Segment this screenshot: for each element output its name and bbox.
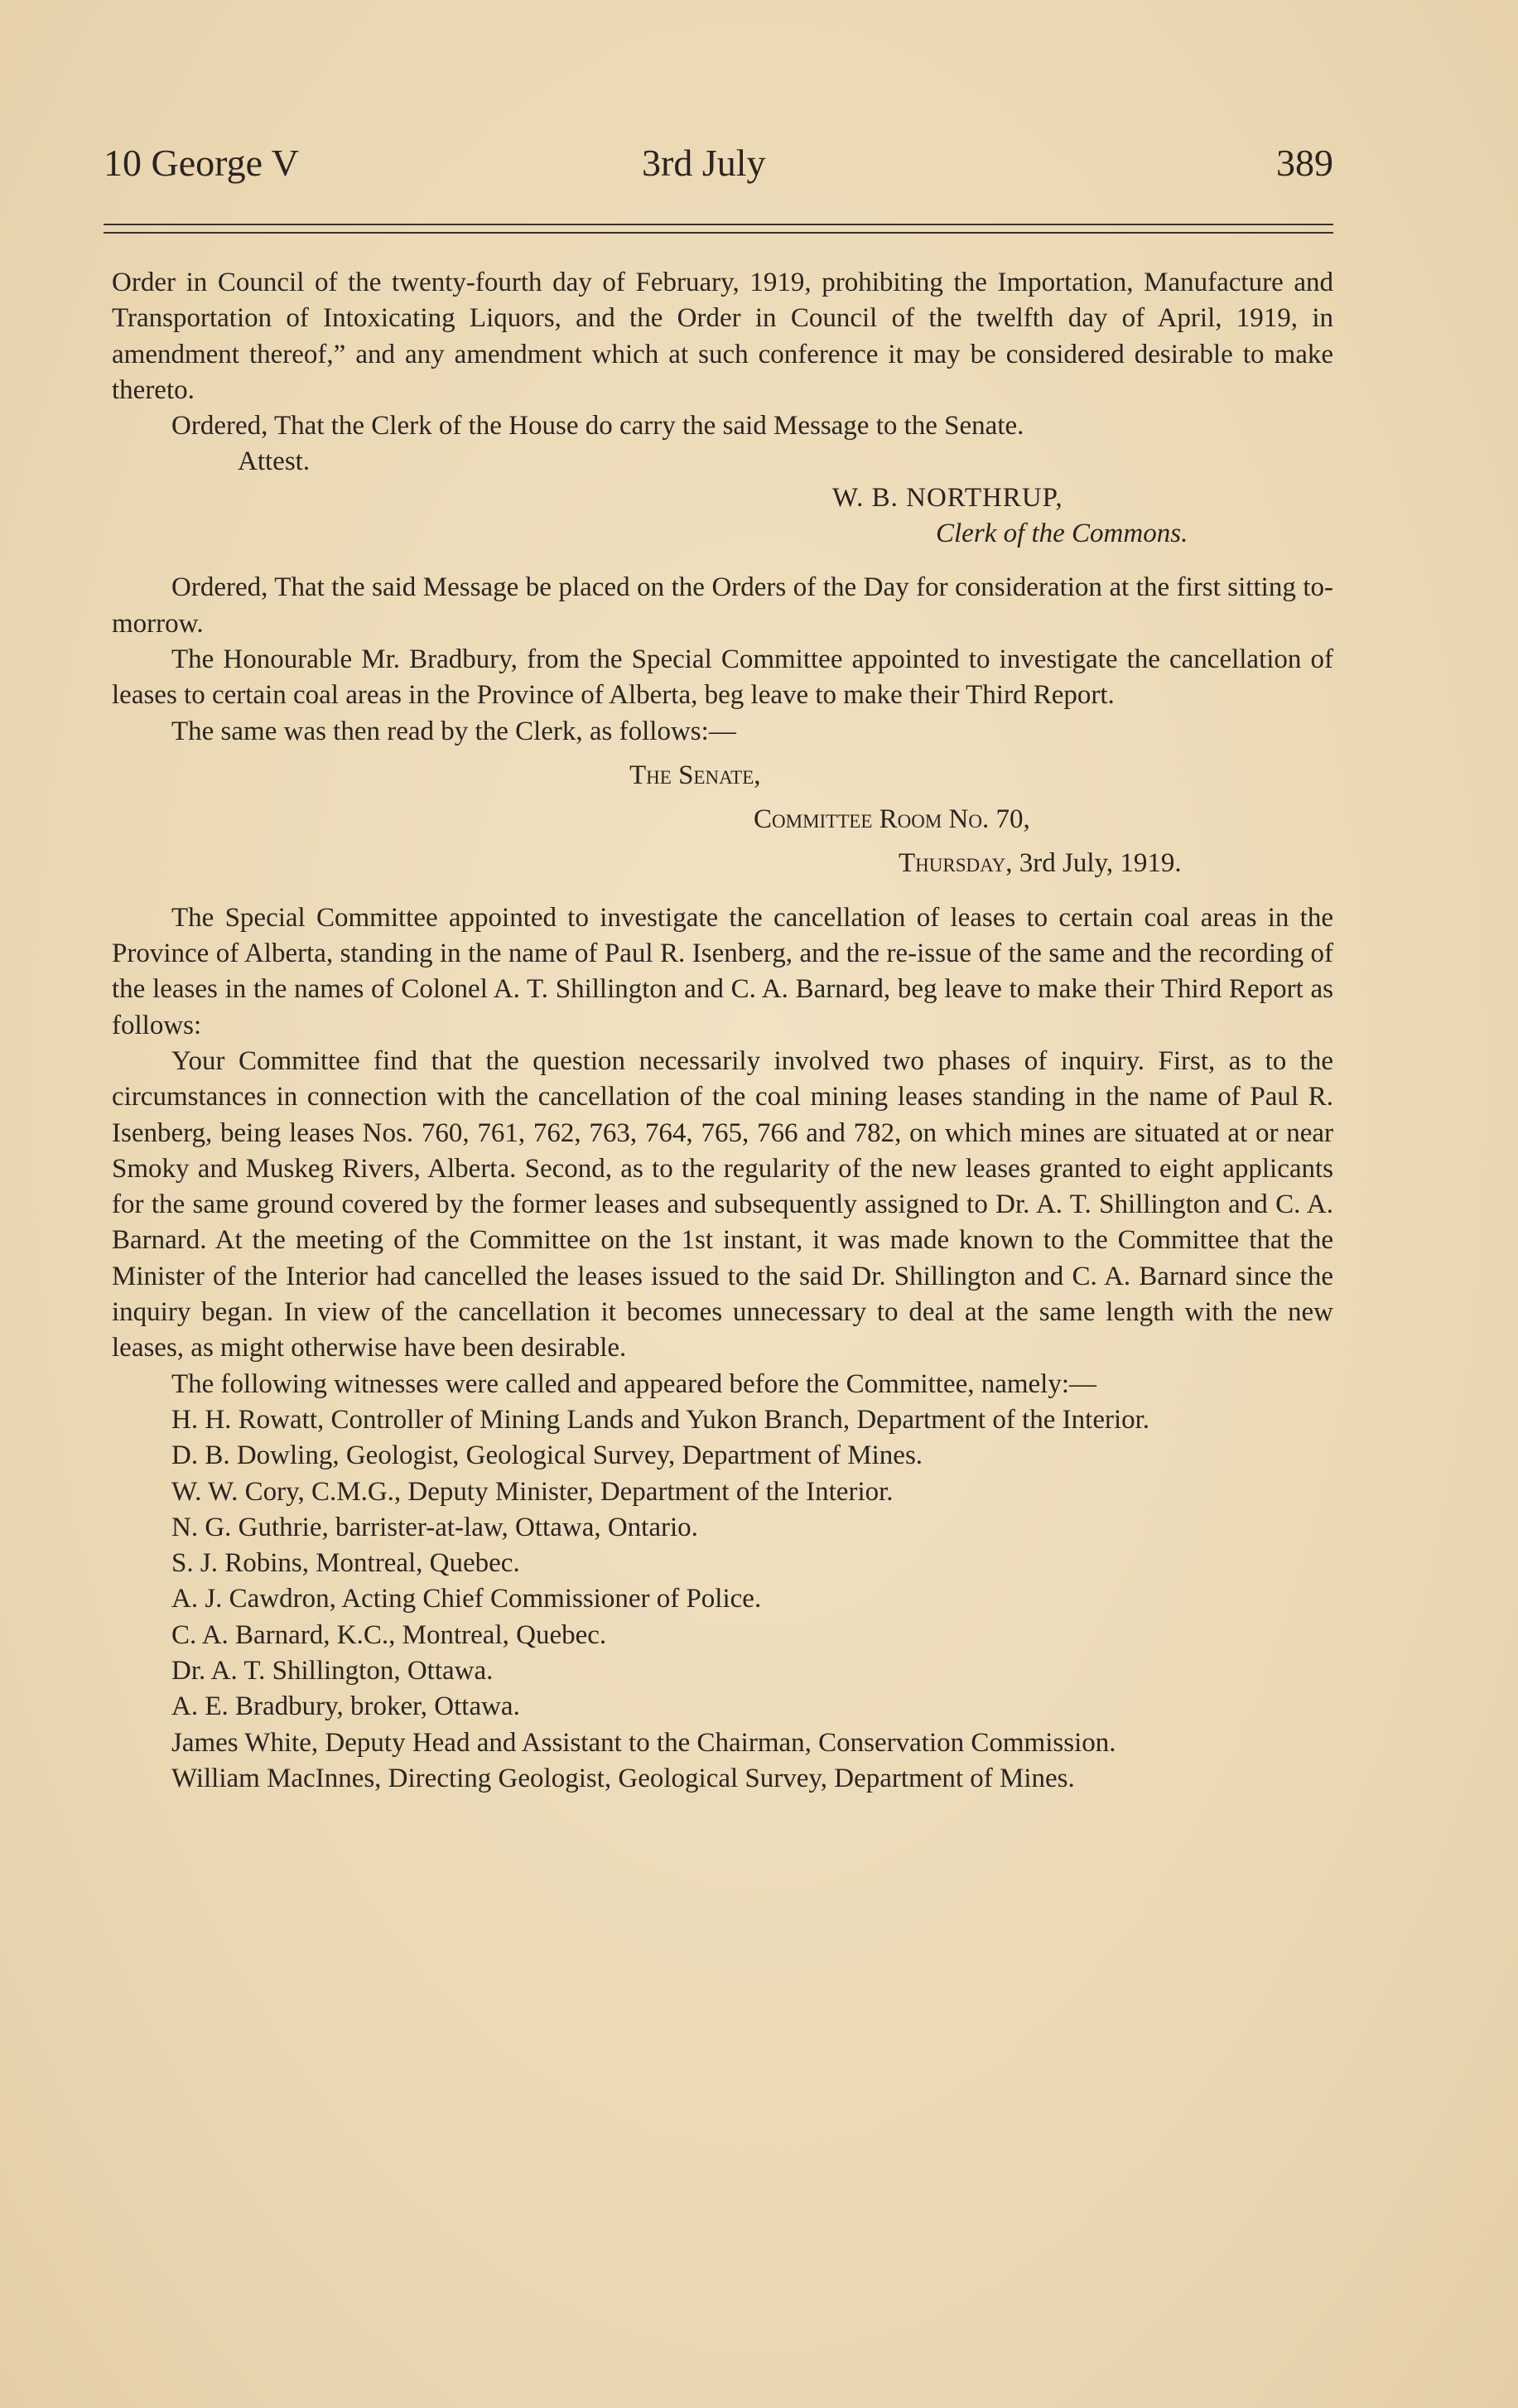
paragraph-special-committee: The Special Committee appointed to investigate the cancellation of leases to certain coal areas in the Province of Alberta, standing in the name of Paul R. Isenberg, and the re-issue of the same and the recording of the leases in the names of Colonel A. T. Shillington and C. A. Barnard, beg leave to make their Third Report as follows: xyxy=(112,902,1333,1040)
paragraph-order-in-council: Order in Council of the twenty-fourth day of February, 1919, prohibiting the Importation, Manufacture and Transportation of Intoxicating Liquors, and the Order in Council of the twelfth day of April, 1919, in amendment thereof,” and any amendment which at such conference it may be considered desirable to make thereto. xyxy=(112,268,1333,405)
witness-item: W. W. Cory, C.M.G., Deputy Minister, Department of the Interior. xyxy=(171,1476,894,1507)
header-rule-bottom xyxy=(104,232,1333,234)
paragraph-two-phases: Your Committee find that the question necessarily involved two phases of inquiry. First, as to the circumstances in connection with the cancellation of the coal mining leases standing in the name of Paul R. Isenberg, being leases Nos. 760, 761, 762, 763, 764, 765, 766 and 782, on which mines are situated at or near Smoky and Muskeg Rivers, Alberta. Second, as to the regularity of the new leases granted to eight applicants for the same ground covered by the former leases and subsequently assigned to Dr. A. T. Shillington and C. A. Barnard. At the meeting of the Committee on the 1st instant, it was made known to the Committee that the Minister of the Interior had cancelled the leases issued to the said Dr. Shillington and C. A. Barnard since the inquiry began. In view of the cancellation it becomes unnecessary to deal at the same length with the new leases, as might otherwise have been desirable. xyxy=(112,1045,1333,1363)
paragraph-bradbury-report: The Honourable Mr. Bradbury, from the Special Committee appointed to investigate the cancellation of leases to certain coal areas in the Province of Alberta, beg leave to make their Third Report. xyxy=(112,644,1333,711)
witness-item: A. J. Cawdron, Acting Chief Commissioner of Police. xyxy=(171,1584,762,1614)
page-body xyxy=(112,265,1333,1797)
witness-item: William MacInnes, Directing Geologist, Geological Survey, Department of Mines. xyxy=(171,1763,1075,1793)
witness-item: C. A. Barnard, K.C., Montreal, Quebec. xyxy=(171,1619,607,1650)
witness-item: A. E. Bradbury, broker, Ottawa. xyxy=(171,1691,520,1722)
paragraph-witnesses-intro: The following witnesses were called and appeared before the Committee, namely:— xyxy=(171,1368,1097,1399)
attest-line: Attest. xyxy=(238,446,311,477)
witness-item: James White, Deputy Head and Assistant to the Chairman, Conservation Commission. xyxy=(171,1727,1116,1758)
signature-title: Clerk of the Commons. xyxy=(936,519,1188,549)
page-number: 389 xyxy=(1276,142,1333,184)
report-header-date xyxy=(112,846,1333,881)
report-header-date-value: 3rd July, 1919. xyxy=(1019,848,1182,879)
witness-item: S. J. Robins, Montreal, Quebec. xyxy=(171,1548,520,1579)
report-header-committee-room: Committee Room No. 70, xyxy=(754,804,1030,835)
header-rule-top xyxy=(104,224,1333,225)
paragraph-orders-of-day: Ordered, That the said Message be placed on the Orders of the Day for consideration at the first sitting to-morrow. xyxy=(112,572,1333,639)
witness-item: Dr. A. T. Shillington, Ottawa. xyxy=(171,1655,494,1686)
report-header-senate: The Senate, xyxy=(629,760,761,790)
report-header-day: Thursday, xyxy=(899,848,1013,879)
witness-item: H. H. Rowatt, Controller of Mining Lands and Yukon Branch, Department of the Interior. xyxy=(171,1404,1150,1435)
signature-name: W. B. NORTHRUP, xyxy=(832,482,1063,513)
witness-item: D. B. Dowling, Geologist, Geological Survey, Department of Mines. xyxy=(171,1440,923,1471)
witness-item: N. G. Guthrie, barrister-at-law, Ottawa, Ontario. xyxy=(171,1512,698,1542)
paragraph-read-by-clerk: The same was then read by the Clerk, as follows:— xyxy=(171,716,736,746)
paragraph-clerk-carry-message: Ordered, That the Clerk of the House do carry the said Message to the Senate. xyxy=(171,411,1024,442)
header-date: 3rd July xyxy=(642,142,766,184)
header-regnal-year: 10 George V xyxy=(104,142,299,184)
running-header xyxy=(104,141,1333,191)
